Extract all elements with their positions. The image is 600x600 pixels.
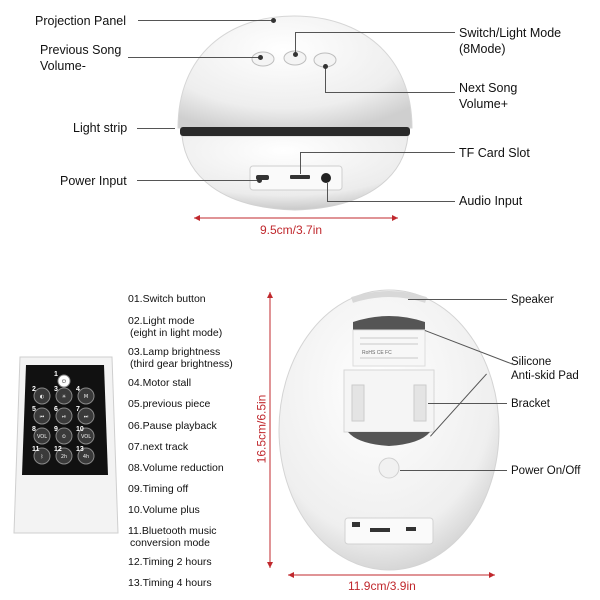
- remote-button-glyph: ⏻: [62, 379, 66, 385]
- remote-button-number: 7: [76, 406, 80, 413]
- remote-button-number: 2: [32, 386, 36, 393]
- feature-item-title: 05.previous piece: [128, 398, 211, 410]
- label-tf-card-slot: TF Card Slot: [459, 146, 530, 160]
- label-next-song: Next Song: [459, 81, 518, 95]
- remote-button-glyph: ⏭: [83, 414, 89, 420]
- label-power-input: Power Input: [60, 174, 127, 188]
- remote-button-number: 13: [76, 446, 84, 453]
- remote-button-glyph: ◐: [39, 394, 45, 400]
- remote-button-number: 3: [54, 386, 58, 393]
- label-volume-plus: Volume+: [459, 97, 508, 111]
- remote-button-number: 9: [54, 426, 58, 433]
- remote-button-number: 12: [54, 446, 62, 453]
- feature-item-detail: conversion mode: [130, 537, 210, 549]
- feature-item-title: 10.Volume plus: [128, 504, 200, 516]
- remote-button-glyph: 2h: [60, 454, 68, 460]
- label-silicone: Silicone: [511, 356, 552, 368]
- feature-item-title: 09.Timing off: [128, 483, 189, 495]
- power-button: [379, 458, 399, 478]
- label-speaker: Speaker: [511, 294, 554, 306]
- svg-text:RoHS CE FC: RoHS CE FC: [362, 350, 392, 356]
- feature-item-title: 11.Bluetooth music: [128, 525, 217, 537]
- label-audio-input: Audio Input: [459, 194, 523, 208]
- remote-button-number: 10: [76, 426, 84, 433]
- remote-button-number: 5: [32, 406, 36, 413]
- remote-button-glyph: ⏮: [39, 414, 45, 420]
- remote-button-number: 4: [76, 386, 80, 393]
- remote-button-glyph: ☀: [61, 394, 67, 400]
- remote-button-number: 6: [54, 406, 58, 413]
- remote-button-glyph: M: [83, 394, 89, 400]
- feature-item-title: 06.Pause playback: [128, 420, 217, 432]
- label-previous-song: Previous Song: [40, 43, 122, 57]
- feature-item-title: 07.next track: [128, 441, 189, 453]
- feature-item-title: 01.Switch button: [128, 293, 206, 305]
- label-anti-skid-pad: Anti-skid Pad: [511, 370, 579, 382]
- remote-button-number: 11: [32, 446, 40, 453]
- feature-item-detail: (eight in light mode): [130, 327, 223, 339]
- label-projection-panel: Projection Panel: [35, 14, 127, 28]
- top-width-dimension: 9.5cm/3.7in: [260, 223, 323, 237]
- label-power-on-off: Power On/Off: [511, 465, 581, 477]
- remote-button-glyph: ᛒ: [40, 454, 44, 460]
- feature-item-detail: (third gear brightness): [130, 358, 233, 370]
- label-switch-light-mode: Switch/Light Mode: [459, 26, 562, 40]
- label-bracket: Bracket: [511, 398, 550, 410]
- feature-item-title: 12.Timing 2 hours: [128, 556, 212, 568]
- feature-item-title: 13.Timing 4 hours: [128, 577, 212, 589]
- label-light-strip: Light strip: [73, 121, 128, 135]
- remote-button-glyph: VOL: [36, 434, 48, 440]
- remote-button-glyph: ⏲: [62, 434, 66, 440]
- label-plate: [353, 330, 425, 366]
- feature-item-title: 02.Light mode: [128, 315, 195, 327]
- remote-button-number: 8: [32, 426, 36, 433]
- feature-item-title: 08.Volume reduction: [128, 462, 224, 474]
- remote-button-glyph: 4h: [82, 454, 90, 460]
- label-volume-minus: Volume-: [40, 59, 86, 73]
- feature-item-title: 03.Lamp brightness: [128, 346, 221, 358]
- bottom-width-dimension: 11.9cm/3.9in: [348, 579, 416, 593]
- label-eight-mode: (8Mode): [459, 42, 506, 56]
- bottom-height-dimension: 16.5cm/6.5in: [254, 394, 269, 464]
- remote-button-number: 1: [54, 371, 58, 378]
- feature-item-title: 04.Motor stall: [128, 377, 192, 389]
- remote-button-glyph: VOL: [80, 434, 92, 440]
- remote-button-glyph: ⏯: [61, 414, 67, 420]
